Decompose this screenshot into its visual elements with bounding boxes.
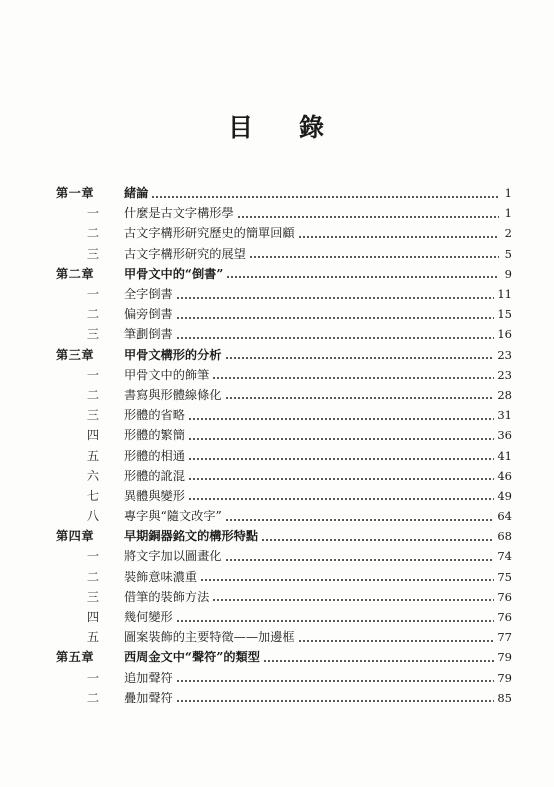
dot-leader	[188, 438, 494, 440]
toc-entry-page-number: 79	[497, 670, 512, 685]
dot-leader	[188, 418, 494, 420]
toc-section-entry	[56, 607, 512, 627]
toc-chapter-entry	[56, 345, 512, 365]
dot-leader	[249, 256, 499, 258]
dot-leader	[176, 680, 495, 682]
toc-entry-title: 形體的繁簡	[124, 428, 185, 443]
toc-entry-page-number: 68	[497, 529, 512, 544]
toc-section-entry	[56, 688, 512, 708]
toc-entry-number	[56, 688, 124, 708]
toc-section-entry	[56, 385, 512, 405]
toc-entry-page-number: 1	[504, 206, 512, 221]
toc-entry-title: 全字倒書	[124, 287, 173, 302]
toc-entry-title: 追加聲符	[124, 670, 173, 685]
toc-entry-number	[56, 627, 124, 647]
toc-entry-page-number: 49	[497, 488, 512, 503]
toc-section-entry	[56, 223, 512, 243]
title-char-right: 錄	[299, 113, 327, 142]
toc-entry-number-text: 三	[86, 589, 100, 604]
toc-entry-number	[56, 385, 124, 405]
toc-entry-page-number: 15	[497, 307, 512, 322]
toc-entry-number	[56, 587, 124, 607]
toc-section-entry	[56, 425, 512, 445]
toc-entry-title: 筆劃倒書	[124, 327, 173, 342]
toc-entry-page-number: 46	[497, 468, 512, 483]
toc-entry-title: 形體的省略	[124, 408, 185, 423]
dot-leader	[176, 620, 495, 622]
toc-entry-number	[56, 345, 124, 365]
dot-leader	[176, 337, 495, 339]
dot-leader	[188, 478, 494, 480]
toc-entry-page-number: 23	[497, 367, 512, 382]
toc-entry-page-number: 36	[497, 428, 512, 443]
toc-entry-page-number: 31	[497, 408, 512, 423]
toc-entry-title: 甲骨文構形的分析	[124, 347, 222, 362]
dot-leader	[176, 700, 495, 702]
toc-entry-page-number: 79	[497, 650, 512, 665]
toc-entry-number	[56, 506, 124, 526]
dot-leader	[225, 519, 495, 521]
toc-section-entry	[56, 567, 512, 587]
toc-entry-page-number: 77	[497, 630, 512, 645]
toc-entry-number-text: 三	[86, 327, 100, 342]
title-char-left: 目	[227, 113, 255, 142]
toc-entry-number	[56, 526, 124, 546]
toc-entry-title: 圖案裝飾的主要特徵——加邊框	[124, 630, 295, 645]
dot-leader	[176, 317, 495, 319]
toc-entry-title: 裝飾意味濃重	[124, 569, 198, 584]
toc-section-entry	[56, 506, 512, 526]
toc-entry-number-text: 一	[86, 670, 100, 685]
toc-section-entry	[56, 365, 512, 385]
toc-entry-number-text: 第四章	[56, 529, 95, 544]
toc-entry-number	[56, 244, 124, 264]
toc-entry-page-number: 74	[497, 549, 512, 564]
toc-entry-title: 什麼是古文字構形學	[124, 206, 234, 221]
dot-leader	[225, 397, 495, 399]
dot-leader	[212, 377, 494, 379]
toc-entry-number-text: 第三章	[56, 347, 95, 362]
toc-section-entry	[56, 587, 512, 607]
toc-entry-title: 古文字構形研究的展望	[124, 246, 246, 261]
dot-leader	[188, 498, 494, 500]
toc-entry-number-text: 三	[86, 246, 100, 261]
toc-entry-number	[56, 567, 124, 587]
toc-entry-number-text: 一	[86, 206, 100, 221]
toc-section-entry	[56, 304, 512, 324]
toc-entry-page-number: 28	[497, 387, 512, 402]
dot-leader	[225, 559, 495, 561]
toc-entry-number-text: 三	[86, 408, 100, 423]
dot-leader	[298, 640, 495, 642]
toc-section-entry	[56, 284, 512, 304]
toc-chapter-entry	[56, 183, 512, 203]
toc-entry-number	[56, 324, 124, 344]
dot-leader	[226, 276, 499, 278]
toc-entry-number-text: 二	[86, 226, 100, 241]
toc-entry-number-text: 一	[86, 367, 100, 382]
toc-chapter-entry	[56, 526, 512, 546]
toc-entry-title: 甲骨文中的飾筆	[124, 367, 210, 382]
toc-entry-number	[56, 607, 124, 627]
table-of-contents	[56, 183, 512, 708]
toc-entry-number-text: 八	[86, 509, 100, 524]
toc-chapter-entry	[56, 264, 512, 284]
toc-entry-title: 偏旁倒書	[124, 307, 173, 322]
toc-entry-page-number: 5	[504, 246, 512, 261]
dot-leader	[225, 357, 495, 359]
toc-entry-number-text: 第一章	[56, 186, 95, 201]
toc-entry-page-number: 16	[497, 327, 512, 342]
dot-leader	[237, 216, 499, 218]
toc-entry-number	[56, 446, 124, 466]
toc-entry-page-number: 1	[504, 186, 512, 201]
toc-entry-number	[56, 304, 124, 324]
toc-section-entry	[56, 546, 512, 566]
toc-entry-title: 將文字加以圖畫化	[124, 549, 222, 564]
toc-entry-number	[56, 647, 124, 667]
toc-section-entry	[56, 445, 512, 465]
toc-entry-number	[56, 466, 124, 486]
toc-section-entry	[56, 405, 512, 425]
toc-entry-number-text: 五	[86, 630, 100, 645]
toc-entry-number	[56, 203, 124, 223]
dot-leader	[200, 579, 494, 581]
toc-entry-title: 疊加聲符	[124, 690, 173, 705]
toc-section-entry	[56, 324, 512, 344]
toc-entry-number	[56, 264, 124, 284]
toc-entry-number-text: 四	[86, 428, 100, 443]
dot-leader	[176, 297, 495, 299]
toc-entry-number	[56, 668, 124, 688]
toc-entry-number	[56, 405, 124, 425]
toc-entry-title: 書寫與形體線條化	[124, 387, 222, 402]
toc-entry-page-number: 11	[497, 287, 512, 302]
toc-entry-page-number: 76	[497, 610, 512, 625]
toc-entry-number-text: 四	[86, 610, 100, 625]
toc-entry-page-number: 76	[497, 589, 512, 604]
toc-entry-title: 古文字構形研究歷史的簡單回顧	[124, 226, 295, 241]
toc-entry-number	[56, 284, 124, 304]
dot-leader	[188, 458, 494, 460]
toc-entry-title: 形體的相通	[124, 448, 185, 463]
toc-entry-page-number: 85	[497, 690, 512, 705]
toc-entry-title: 甲骨文中的“倒書”	[124, 266, 224, 281]
toc-entry-number-text: 二	[86, 569, 100, 584]
dot-leader	[212, 599, 494, 601]
toc-chapter-entry	[56, 647, 512, 667]
toc-entry-title: 緒論	[124, 186, 149, 201]
toc-entry-number-text: 一	[86, 287, 100, 302]
toc-entry-title: 幾何變形	[124, 610, 173, 625]
toc-entry-page-number: 64	[497, 509, 512, 524]
page-title	[0, 108, 554, 144]
toc-entry-title: 西周金文中“聲符”的類型	[124, 650, 260, 665]
toc-entry-number	[56, 546, 124, 566]
dot-leader	[298, 236, 499, 238]
toc-entry-number-text: 二	[86, 307, 100, 322]
toc-entry-number-text: 第五章	[56, 650, 95, 665]
toc-entry-number-text: 第二章	[56, 266, 95, 281]
toc-section-entry	[56, 486, 512, 506]
toc-entry-number-text: 七	[86, 488, 100, 503]
toc-entry-title: 形體的訛混	[124, 468, 185, 483]
toc-entry-title: 專字與“隨文改字”	[124, 509, 222, 524]
toc-entry-number	[56, 486, 124, 506]
dot-leader	[263, 660, 494, 662]
toc-entry-title: 異體與變形	[124, 488, 185, 503]
toc-entry-title: 早期銅器銘文的構形特點	[124, 529, 259, 544]
toc-section-entry	[56, 203, 512, 223]
toc-entry-page-number: 41	[497, 448, 512, 463]
toc-entry-number-text: 二	[86, 387, 100, 402]
toc-entry-number-text: 五	[86, 448, 100, 463]
toc-entry-page-number: 75	[497, 569, 512, 584]
toc-entry-number-text: 一	[86, 549, 100, 564]
toc-section-entry	[56, 627, 512, 647]
toc-entry-title: 借筆的裝飾方法	[124, 589, 210, 604]
dot-leader	[151, 196, 499, 198]
toc-entry-number	[56, 425, 124, 445]
dot-leader	[261, 539, 494, 541]
toc-section-entry	[56, 466, 512, 486]
toc-entry-page-number: 2	[504, 226, 512, 241]
toc-entry-number	[56, 183, 124, 203]
toc-entry-page-number: 9	[504, 266, 512, 281]
toc-entry-number	[56, 223, 124, 243]
toc-section-entry	[56, 668, 512, 688]
toc-entry-page-number: 23	[497, 347, 512, 362]
toc-entry-number-text: 二	[86, 690, 100, 705]
toc-section-entry	[56, 244, 512, 264]
toc-entry-number-text: 六	[86, 468, 100, 483]
toc-entry-number	[56, 365, 124, 385]
